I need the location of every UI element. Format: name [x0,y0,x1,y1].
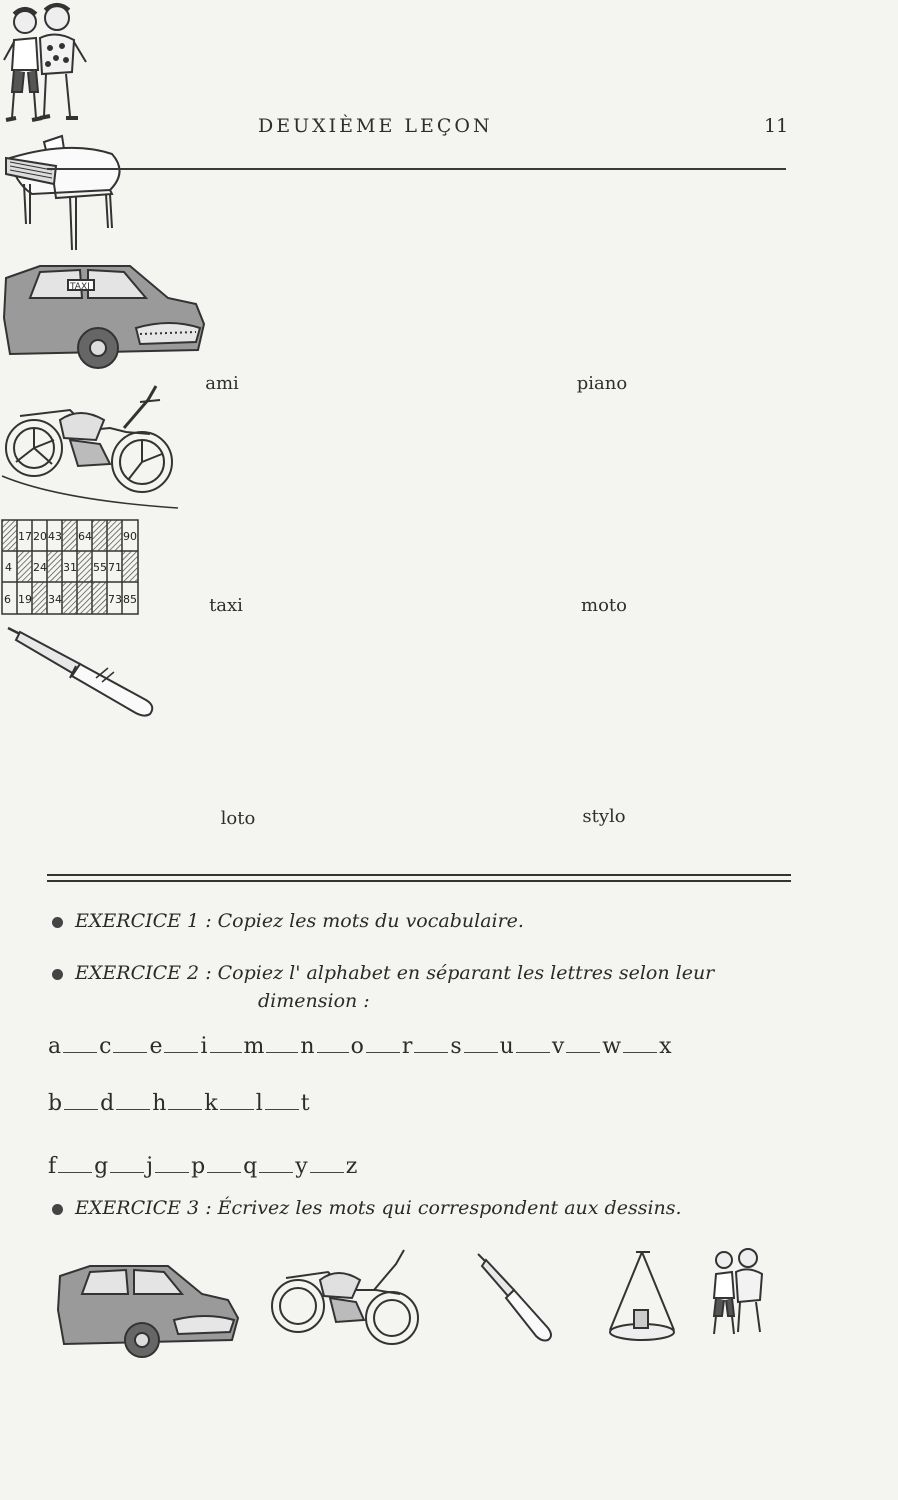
loto-number: 6 [4,593,11,606]
section-divider-top [47,874,791,876]
letter: l [255,1091,263,1116]
fountain-pen-illustration [0,620,164,718]
bullet-icon [52,917,63,928]
exercise-1 [52,910,524,932]
motorcycle-illustration [0,380,180,514]
page-number: 11 [764,115,789,137]
taxi-illustration [0,258,210,376]
pen-drawing [474,1250,558,1342]
alphabet-row-tall [48,1091,310,1116]
letter: a [48,1034,62,1059]
loto-number: 43 [48,530,62,543]
letter: w [602,1034,622,1059]
taxi-sign-text: TAXI [70,282,90,292]
loto-number: 90 [123,530,137,543]
running-title: DEUXIÈME LEÇON [258,115,493,137]
letter: g [94,1154,109,1179]
loto-number: 17 [18,530,32,543]
exercise-2-continuation: dimension : [258,990,370,1012]
alphabet-row-short [48,1034,672,1059]
bullet-icon [52,969,63,980]
vocab-label-taxi: taxi [209,595,243,616]
vocab-label-stylo: stylo [582,806,626,827]
loto-number: 64 [78,530,92,543]
letter: b [48,1091,63,1116]
letter: p [191,1154,206,1179]
loto-number: 4 [5,561,12,574]
exercise-1-text: EXERCICE 1 : Copiez les mots du vocabulaire. [75,910,524,932]
loto-number: 71 [108,561,122,574]
loto-number: 20 [33,530,47,543]
letter: m [243,1034,265,1059]
loto-number: 34 [48,593,62,606]
alphabet-row-descender [48,1154,357,1179]
letter: j [146,1154,154,1179]
loto-number: 85 [123,593,137,606]
letter: i [200,1034,208,1059]
loto-number: 24 [33,561,47,574]
letter: n [300,1034,315,1059]
exercise-3 [52,1197,682,1219]
letter: k [204,1091,218,1116]
loto-number: 55 [93,561,107,574]
letter: q [243,1154,258,1179]
exercise-2-text: EXERCICE 2 : Copiez l' alphabet en séparant les lettres selon leur [75,962,715,984]
loto-number: 31 [63,561,77,574]
letter: v [551,1034,565,1059]
exercise-3-text: EXERCICE 3 : Écrivez les mots qui correspondent aux dessins. [75,1197,682,1219]
letter: c [99,1034,112,1059]
vocab-label-loto: loto [220,808,256,829]
taxi-drawing [56,1262,242,1360]
loto-number: 19 [18,593,32,606]
section-divider-bottom [47,880,791,882]
vocab-label-ami: ami [205,373,239,394]
letter: u [499,1034,514,1059]
vocab-label-moto: moto [581,595,627,616]
children-illustration [0,0,90,128]
vocab-label-piano: piano [576,373,628,394]
letter: s [450,1034,462,1059]
letter: h [152,1091,167,1116]
letter: d [100,1091,115,1116]
loto-number: 73 [108,593,122,606]
letter: e [149,1034,163,1059]
letter: y [295,1154,308,1179]
loto-card-illustration [0,518,140,616]
bullet-icon [52,1204,63,1215]
letter: o [350,1034,364,1059]
children-drawing [706,1246,772,1342]
letter: r [401,1034,413,1059]
letter: t [300,1091,310,1116]
letter: x [659,1034,672,1059]
letter: z [345,1154,358,1179]
motorcycle-drawing [266,1246,424,1358]
piano-illustration [0,132,128,254]
exercise-2 [52,962,714,984]
letter: f [48,1154,57,1179]
header-rule [47,168,786,170]
scale-drawing [606,1248,678,1348]
